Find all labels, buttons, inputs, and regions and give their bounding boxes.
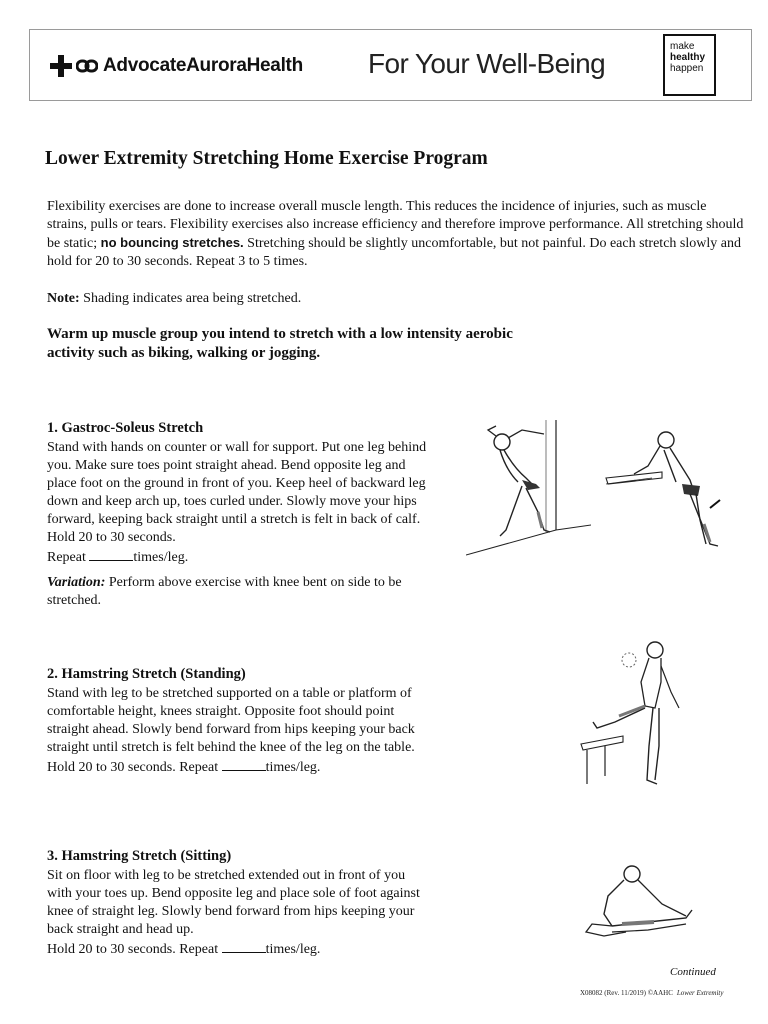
page-header xyxy=(29,29,752,101)
exercise-3-repeat-unit: times/leg. xyxy=(265,942,321,957)
exercise-3-body xyxy=(47,867,432,959)
chain-link-icon xyxy=(76,59,98,73)
hamstring-sitting-illustration xyxy=(582,852,698,944)
note-text: Shading indicates area being stretched. xyxy=(79,291,302,306)
exercise-2-repeat: Hold 20 to 30 seconds. Repeat xyxy=(47,760,222,775)
exercise-1-text: Stand with hands on counter or wall for support. Put one leg behind you. Make sure toes point straight ahead. Bend opposite leg and place foot on the ground in front of you. Keep heel of backward leg down and keep arch up, toes curled under. Slowly move your hips forward, keeping back straight until a stretch is felt in back of calf. Hold 20 to 30 seconds. xyxy=(47,440,427,545)
gastroc-wall-stretch-illustration xyxy=(466,420,591,560)
intro-text-1: Flexibility exercises are done to increase overall muscle length. This reduces the incidence of injuries, such as muscle strains, pulls or tears. Flexibility exercises also increase efficiency and therefore improve performance. All stretching should be static; xyxy=(47,199,744,251)
exercise-3-blank xyxy=(222,939,266,953)
intro-emphasis: no bouncing stretches. xyxy=(100,235,244,250)
warmup-instruction: Warm up muscle group you intend to stretch with a low intensity aerobic activity such as biking, walking or jogging. xyxy=(47,326,513,361)
variation-text: Perform above exercise with knee bent on side to be stretched. xyxy=(47,575,402,608)
variation-label: Variation: xyxy=(47,575,106,590)
exercise-2-body xyxy=(47,685,432,777)
exercise-2-title: 2. Hamstring Stretch (Standing) xyxy=(47,666,246,682)
badge-line-1: make xyxy=(670,41,695,52)
page-title: Lower Extremity Stretching Home Exercise Program xyxy=(45,148,488,169)
exercise-2-repeat-unit: times/leg. xyxy=(265,760,321,775)
intro-text-2: Stretching should be slightly uncomfortable, but not painful. Do each stretch slowly and hold for 20 to 30 seconds. Repeat 3 to 5 times. xyxy=(47,236,741,269)
exercise-3-repeat: Hold 20 to 30 seconds. Repeat xyxy=(47,942,222,957)
brand-name: AdvocateAuroraHealth xyxy=(103,55,303,76)
badge-line-2: healthy xyxy=(670,52,706,63)
gastroc-counter-stretch-illustration xyxy=(600,428,750,552)
badge-line-3: happen xyxy=(670,63,704,74)
intro-paragraph xyxy=(47,198,747,271)
header-tagline: For Your Well-Being xyxy=(368,48,606,79)
exercise-2-text: Stand with leg to be stretched supported on a table or platform of comfortable height, knees straight. Opposite foot should point straight ahead. Slowly bend forward from hips keeping your back straight until stretch is felt behind the knee of the leg on the table. xyxy=(47,686,415,755)
continued-label: Continued xyxy=(670,966,716,978)
exercise-1-body xyxy=(47,439,432,567)
exercise-3-title: 3. Hamstring Stretch (Sitting) xyxy=(47,848,232,864)
cross-icon xyxy=(50,55,72,77)
note xyxy=(47,290,301,308)
brand-logo xyxy=(50,52,303,80)
footer-section: Lower Extremity xyxy=(676,989,724,997)
exercise-1-repeat-unit: times/leg. xyxy=(133,550,189,565)
footer xyxy=(580,989,723,997)
footer-code: X08082 (Rev. 11/2019) ©AAHC xyxy=(580,989,673,997)
exercise-3-text: Sit on floor with leg to be stretched extended out in front of you with your toes up. Bend opposite leg and place sole of foot against knee of straight leg. Slowly bend forward from hips keeping your back straight and head up. xyxy=(47,868,420,937)
exercise-1-variation xyxy=(47,574,432,610)
make-healthy-happen-badge xyxy=(663,34,716,96)
exercise-1-title: 1. Gastroc-Soleus Stretch xyxy=(47,420,204,436)
note-label: Note: xyxy=(47,291,80,306)
exercise-1-repeat: Repeat xyxy=(47,550,90,565)
exercise-2-blank xyxy=(222,757,266,771)
exercise-1-blank xyxy=(89,547,133,561)
hamstring-standing-illustration xyxy=(575,636,700,794)
